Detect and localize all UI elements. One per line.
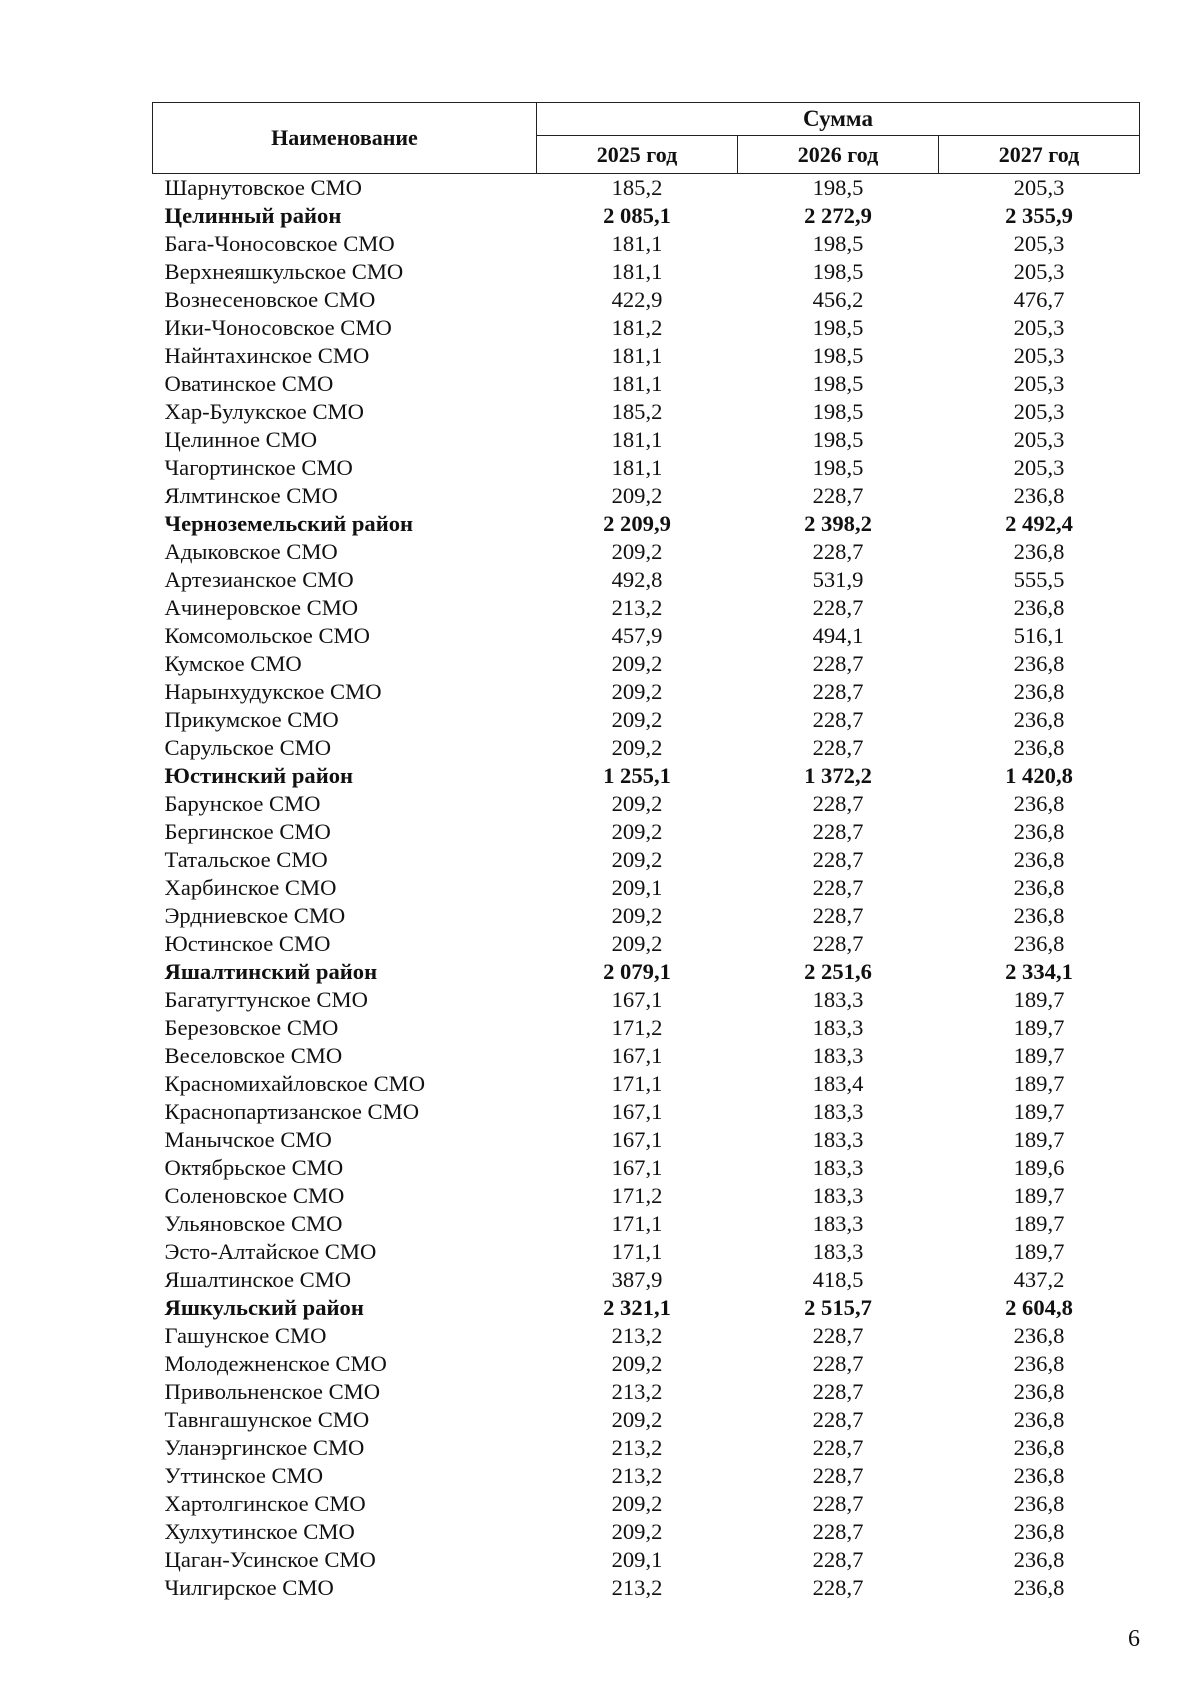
value-2027-cell: 189,7 (1013, 1211, 1065, 1236)
value-2026-cell: 228,7 (812, 679, 864, 704)
value-2026-cell: 198,5 (812, 315, 864, 340)
table-row (153, 1350, 1140, 1378)
value-2027-cell: 236,8 (1013, 1519, 1065, 1544)
row-name-cell: Березовское СМО (164, 1015, 339, 1040)
value-2026-cell: 228,7 (812, 1519, 864, 1544)
row-name-cell: Краснопартизанское СМО (164, 1099, 420, 1124)
row-name-cell: Комсомольское СМО (164, 623, 370, 648)
value-2025-cell: 209,2 (611, 791, 663, 816)
budget-table (152, 102, 1140, 1602)
value-2026-cell: 198,5 (812, 455, 864, 480)
value-2027-cell: 189,6 (1013, 1155, 1065, 1180)
value-2026-cell: 531,9 (812, 567, 864, 592)
row-name-cell: Эрдниевское СМО (164, 903, 346, 928)
column-header-2025: 2025 год (537, 136, 738, 174)
table-row (153, 258, 1140, 286)
row-name-cell: Яшалтинский район (164, 959, 378, 984)
district-row (153, 510, 1140, 538)
table-row (153, 1098, 1140, 1126)
value-2025-cell: 209,2 (611, 1519, 663, 1544)
row-name-cell: Хулхутинское СМО (164, 1519, 355, 1544)
value-2027-cell: 236,8 (1013, 1351, 1065, 1376)
table-header (153, 103, 1140, 174)
value-2025-cell: 209,2 (611, 1407, 663, 1432)
table-row (153, 230, 1140, 258)
value-2025-cell: 181,1 (611, 259, 663, 284)
value-2027-cell: 205,3 (1013, 427, 1065, 452)
district-row (153, 1294, 1140, 1322)
row-name-cell: Юстинское СМО (164, 931, 331, 956)
table-row (153, 286, 1140, 314)
value-2026-cell: 2 272,9 (804, 203, 872, 228)
table-row (153, 1042, 1140, 1070)
value-2027-cell: 1 420,8 (1005, 763, 1073, 788)
table-row (153, 902, 1140, 930)
value-2027-cell: 236,8 (1013, 903, 1065, 928)
value-2025-cell: 2 085,1 (603, 203, 671, 228)
page-number: 6 (1128, 1626, 1140, 1652)
table-row (153, 1210, 1140, 1238)
value-2027-cell: 236,8 (1013, 1407, 1065, 1432)
value-2026-cell: 228,7 (812, 1379, 864, 1404)
value-2026-cell: 228,7 (812, 875, 864, 900)
value-2027-cell: 205,3 (1013, 259, 1065, 284)
value-2027-cell: 189,7 (1013, 1239, 1065, 1264)
value-2027-cell: 236,8 (1013, 847, 1065, 872)
table-row (153, 1238, 1140, 1266)
value-2025-cell: 492,8 (611, 567, 663, 592)
row-name-cell: Ики-Чоносовское СМО (164, 315, 392, 340)
value-2025-cell: 181,1 (611, 343, 663, 368)
value-2026-cell: 228,7 (812, 1435, 864, 1460)
value-2025-cell: 167,1 (611, 1043, 663, 1068)
district-row (153, 762, 1140, 790)
value-2027-cell: 205,3 (1013, 343, 1065, 368)
row-name-cell: Багатугтунское СМО (164, 987, 368, 1012)
value-2027-cell: 2 492,4 (1005, 511, 1073, 536)
value-2025-cell: 209,1 (611, 875, 663, 900)
table-row (153, 594, 1140, 622)
value-2026-cell: 228,7 (812, 651, 864, 676)
table-row (153, 1518, 1140, 1546)
district-row (153, 958, 1140, 986)
table-row (153, 314, 1140, 342)
value-2027-cell: 236,8 (1013, 539, 1065, 564)
value-2025-cell: 457,9 (611, 623, 663, 648)
row-name-cell: Харбинское СМО (164, 875, 337, 900)
value-2027-cell: 189,7 (1013, 1099, 1065, 1124)
value-2025-cell: 209,2 (611, 483, 663, 508)
row-name-cell: Тавнгашунское СМО (164, 1407, 370, 1432)
value-2026-cell: 198,5 (812, 427, 864, 452)
row-name-cell: Татальское СМО (164, 847, 328, 872)
value-2026-cell: 228,7 (812, 539, 864, 564)
value-2027-cell: 236,8 (1013, 679, 1065, 704)
row-name-cell: Бергинское СМО (164, 819, 331, 844)
value-2025-cell: 213,2 (611, 595, 663, 620)
row-name-cell: Яшкульский район (164, 1295, 364, 1320)
row-name-cell: Манычское СМО (164, 1127, 332, 1152)
value-2025-cell: 213,2 (611, 1575, 663, 1600)
value-2026-cell: 228,7 (812, 1547, 864, 1572)
value-2026-cell: 183,3 (812, 1015, 864, 1040)
table-row (153, 1182, 1140, 1210)
row-name-cell: Хартолгинское СМО (164, 1491, 366, 1516)
value-2027-cell: 205,3 (1013, 175, 1065, 200)
row-name-cell: Ачинеровское СМО (164, 595, 359, 620)
table-row (153, 1322, 1140, 1350)
value-2026-cell: 456,2 (812, 287, 864, 312)
table-row (153, 426, 1140, 454)
table-row (153, 174, 1140, 203)
value-2027-cell: 236,8 (1013, 875, 1065, 900)
row-name-cell: Соленовское СМО (164, 1183, 345, 1208)
value-2027-cell: 189,7 (1013, 1015, 1065, 1040)
value-2026-cell: 228,7 (812, 735, 864, 760)
value-2025-cell: 171,1 (611, 1211, 663, 1236)
value-2025-cell: 213,2 (611, 1323, 663, 1348)
row-name-cell: Вознесеновское СМО (164, 287, 376, 312)
row-name-cell: Шарнутовское СМО (164, 175, 362, 200)
table-row (153, 818, 1140, 846)
table-row (153, 1378, 1140, 1406)
value-2025-cell: 181,1 (611, 371, 663, 396)
value-2026-cell: 228,7 (812, 903, 864, 928)
table-row (153, 930, 1140, 958)
value-2027-cell: 236,8 (1013, 1547, 1065, 1572)
table-row (153, 986, 1140, 1014)
row-name-cell: Уланэргинское СМО (164, 1435, 365, 1460)
value-2026-cell: 2 251,6 (804, 959, 872, 984)
table-row (153, 1014, 1140, 1042)
value-2026-cell: 494,1 (812, 623, 864, 648)
value-2027-cell: 205,3 (1013, 371, 1065, 396)
value-2027-cell: 189,7 (1013, 1183, 1065, 1208)
row-name-cell: Черноземельский район (164, 511, 414, 536)
row-name-cell: Целинное СМО (164, 427, 318, 452)
value-2025-cell: 213,2 (611, 1435, 663, 1460)
value-2025-cell: 167,1 (611, 1099, 663, 1124)
value-2025-cell: 171,2 (611, 1183, 663, 1208)
value-2026-cell: 183,3 (812, 1043, 864, 1068)
value-2027-cell: 2 604,8 (1005, 1295, 1073, 1320)
row-name-cell: Эсто-Алтайское СМО (164, 1239, 377, 1264)
value-2027-cell: 2 355,9 (1005, 203, 1073, 228)
value-2027-cell: 236,8 (1013, 595, 1065, 620)
table-body (153, 174, 1140, 1603)
row-name-cell: Бага-Чоносовское СМО (164, 231, 395, 256)
value-2027-cell: 189,7 (1013, 1043, 1065, 1068)
value-2027-cell: 236,8 (1013, 1379, 1065, 1404)
value-2025-cell: 2 209,9 (603, 511, 671, 536)
row-name-cell: Сарульское СМО (164, 735, 332, 760)
value-2025-cell: 387,9 (611, 1267, 663, 1292)
table-row (153, 342, 1140, 370)
value-2025-cell: 167,1 (611, 987, 663, 1012)
value-2025-cell: 185,2 (611, 399, 663, 424)
value-2025-cell: 209,2 (611, 819, 663, 844)
row-name-cell: Чилгирское СМО (164, 1575, 334, 1600)
value-2025-cell: 1 255,1 (603, 763, 671, 788)
value-2026-cell: 183,3 (812, 987, 864, 1012)
row-name-cell: Найнтахинское СМО (164, 343, 370, 368)
table-row (153, 566, 1140, 594)
value-2025-cell: 209,2 (611, 847, 663, 872)
row-name-cell: Уттинское СМО (164, 1463, 324, 1488)
row-name-cell: Верхнеяшкульское СМО (164, 259, 404, 284)
value-2027-cell: 437,2 (1013, 1267, 1065, 1292)
row-name-cell: Молодежненское СМО (164, 1351, 387, 1376)
value-2027-cell: 476,7 (1013, 287, 1065, 312)
value-2027-cell: 236,8 (1013, 651, 1065, 676)
table-row (153, 1574, 1140, 1602)
value-2025-cell: 209,2 (611, 1491, 663, 1516)
value-2027-cell: 555,5 (1013, 567, 1065, 592)
value-2026-cell: 228,7 (812, 1351, 864, 1376)
value-2026-cell: 228,7 (812, 931, 864, 956)
table-row (153, 1154, 1140, 1182)
value-2026-cell: 198,5 (812, 371, 864, 396)
row-name-cell: Ульяновское СМО (164, 1211, 343, 1236)
row-name-cell: Цаган-Усинское СМО (164, 1547, 376, 1572)
value-2025-cell: 171,1 (611, 1071, 663, 1096)
row-name-cell: Привольненское СМО (164, 1379, 381, 1404)
value-2026-cell: 228,7 (812, 1463, 864, 1488)
value-2026-cell: 183,3 (812, 1099, 864, 1124)
value-2026-cell: 228,7 (812, 1407, 864, 1432)
value-2027-cell: 205,3 (1013, 455, 1065, 480)
value-2026-cell: 183,3 (812, 1183, 864, 1208)
value-2027-cell: 236,8 (1013, 791, 1065, 816)
value-2025-cell: 181,2 (611, 315, 663, 340)
value-2027-cell: 236,8 (1013, 819, 1065, 844)
value-2025-cell: 422,9 (611, 287, 663, 312)
row-name-cell: Барунское СМО (164, 791, 321, 816)
value-2025-cell: 181,1 (611, 427, 663, 452)
table-row (153, 538, 1140, 566)
value-2027-cell: 205,3 (1013, 315, 1065, 340)
row-name-cell: Красномихайловское СМО (164, 1071, 426, 1096)
table-row (153, 1490, 1140, 1518)
value-2026-cell: 228,7 (812, 791, 864, 816)
value-2025-cell: 213,2 (611, 1379, 663, 1404)
value-2026-cell: 228,7 (812, 707, 864, 732)
row-name-cell: Хар-Булукское СМО (164, 399, 364, 424)
table-row (153, 1434, 1140, 1462)
value-2027-cell: 236,8 (1013, 735, 1065, 760)
value-2025-cell: 167,1 (611, 1127, 663, 1152)
value-2026-cell: 183,3 (812, 1211, 864, 1236)
table-row (153, 482, 1140, 510)
value-2026-cell: 183,3 (812, 1239, 864, 1264)
value-2025-cell: 209,2 (611, 539, 663, 564)
table-row (153, 1462, 1140, 1490)
value-2025-cell: 209,2 (611, 931, 663, 956)
row-name-cell: Адыковское СМО (164, 539, 338, 564)
table-row (153, 874, 1140, 902)
table-row (153, 1266, 1140, 1294)
value-2025-cell: 209,2 (611, 1351, 663, 1376)
table-row (153, 1546, 1140, 1574)
value-2026-cell: 198,5 (812, 175, 864, 200)
table-row (153, 650, 1140, 678)
value-2026-cell: 228,7 (812, 1575, 864, 1600)
value-2027-cell: 189,7 (1013, 987, 1065, 1012)
table-row (153, 790, 1140, 818)
value-2027-cell: 236,8 (1013, 1323, 1065, 1348)
value-2027-cell: 236,8 (1013, 1575, 1065, 1600)
value-2027-cell: 516,1 (1013, 623, 1065, 648)
row-name-cell: Артезианское СМО (164, 567, 354, 592)
column-header-2027: 2027 год (939, 136, 1140, 174)
table-row (153, 1070, 1140, 1098)
column-header-name: Наименование (153, 103, 537, 174)
value-2026-cell: 183,4 (812, 1071, 864, 1096)
value-2026-cell: 228,7 (812, 483, 864, 508)
value-2025-cell: 209,1 (611, 1547, 663, 1572)
value-2026-cell: 1 372,2 (804, 763, 872, 788)
value-2026-cell: 198,5 (812, 231, 864, 256)
value-2025-cell: 209,2 (611, 707, 663, 732)
column-header-2026: 2026 год (738, 136, 939, 174)
value-2026-cell: 183,3 (812, 1155, 864, 1180)
value-2025-cell: 2 079,1 (603, 959, 671, 984)
value-2026-cell: 418,5 (812, 1267, 864, 1292)
value-2025-cell: 167,1 (611, 1155, 663, 1180)
value-2026-cell: 228,7 (812, 1491, 864, 1516)
value-2027-cell: 236,8 (1013, 483, 1065, 508)
value-2027-cell: 236,8 (1013, 1463, 1065, 1488)
table-row (153, 398, 1140, 426)
value-2026-cell: 198,5 (812, 399, 864, 424)
table-row (153, 846, 1140, 874)
row-name-cell: Гашунское СМО (164, 1323, 327, 1348)
row-name-cell: Оватинское СМО (164, 371, 334, 396)
table-row (153, 734, 1140, 762)
row-name-cell: Целинный район (164, 203, 342, 228)
value-2025-cell: 2 321,1 (603, 1295, 671, 1320)
value-2025-cell: 185,2 (611, 175, 663, 200)
value-2027-cell: 236,8 (1013, 1491, 1065, 1516)
row-name-cell: Кумское СМО (164, 651, 302, 676)
value-2025-cell: 181,1 (611, 455, 663, 480)
value-2025-cell: 171,1 (611, 1239, 663, 1264)
row-name-cell: Октябрьское СМО (164, 1155, 344, 1180)
value-2026-cell: 198,5 (812, 259, 864, 284)
table-row (153, 622, 1140, 650)
value-2026-cell: 228,7 (812, 595, 864, 620)
value-2025-cell: 213,2 (611, 1463, 663, 1488)
value-2027-cell: 189,7 (1013, 1127, 1065, 1152)
value-2026-cell: 2 398,2 (804, 511, 872, 536)
row-name-cell: Яшалтинское СМО (164, 1267, 352, 1292)
value-2027-cell: 205,3 (1013, 231, 1065, 256)
row-name-cell: Нарынхудукское СМО (164, 679, 382, 704)
value-2027-cell: 236,8 (1013, 1435, 1065, 1460)
value-2025-cell: 209,2 (611, 651, 663, 676)
row-name-cell: Веселовское СМО (164, 1043, 343, 1068)
column-header-sum: Сумма (537, 103, 1140, 136)
table-row (153, 454, 1140, 482)
value-2025-cell: 209,2 (611, 903, 663, 928)
table-row (153, 370, 1140, 398)
value-2026-cell: 183,3 (812, 1127, 864, 1152)
value-2027-cell: 236,8 (1013, 931, 1065, 956)
value-2026-cell: 228,7 (812, 847, 864, 872)
table-row (153, 706, 1140, 734)
table-row (153, 678, 1140, 706)
value-2027-cell: 2 334,1 (1005, 959, 1073, 984)
value-2027-cell: 189,7 (1013, 1071, 1065, 1096)
row-name-cell: Ялмтинское СМО (164, 483, 338, 508)
district-row (153, 202, 1140, 230)
value-2025-cell: 209,2 (611, 679, 663, 704)
value-2026-cell: 198,5 (812, 343, 864, 368)
value-2026-cell: 228,7 (812, 1323, 864, 1348)
value-2026-cell: 228,7 (812, 819, 864, 844)
value-2027-cell: 205,3 (1013, 399, 1065, 424)
row-name-cell: Прикумское СМО (164, 707, 339, 732)
row-name-cell: Чагортинское СМО (164, 455, 353, 480)
value-2025-cell: 171,2 (611, 1015, 663, 1040)
row-name-cell: Юстинский район (164, 763, 354, 788)
value-2027-cell: 236,8 (1013, 707, 1065, 732)
table-row (153, 1406, 1140, 1434)
value-2025-cell: 209,2 (611, 735, 663, 760)
value-2026-cell: 2 515,7 (804, 1295, 872, 1320)
table-row (153, 1126, 1140, 1154)
value-2025-cell: 181,1 (611, 231, 663, 256)
